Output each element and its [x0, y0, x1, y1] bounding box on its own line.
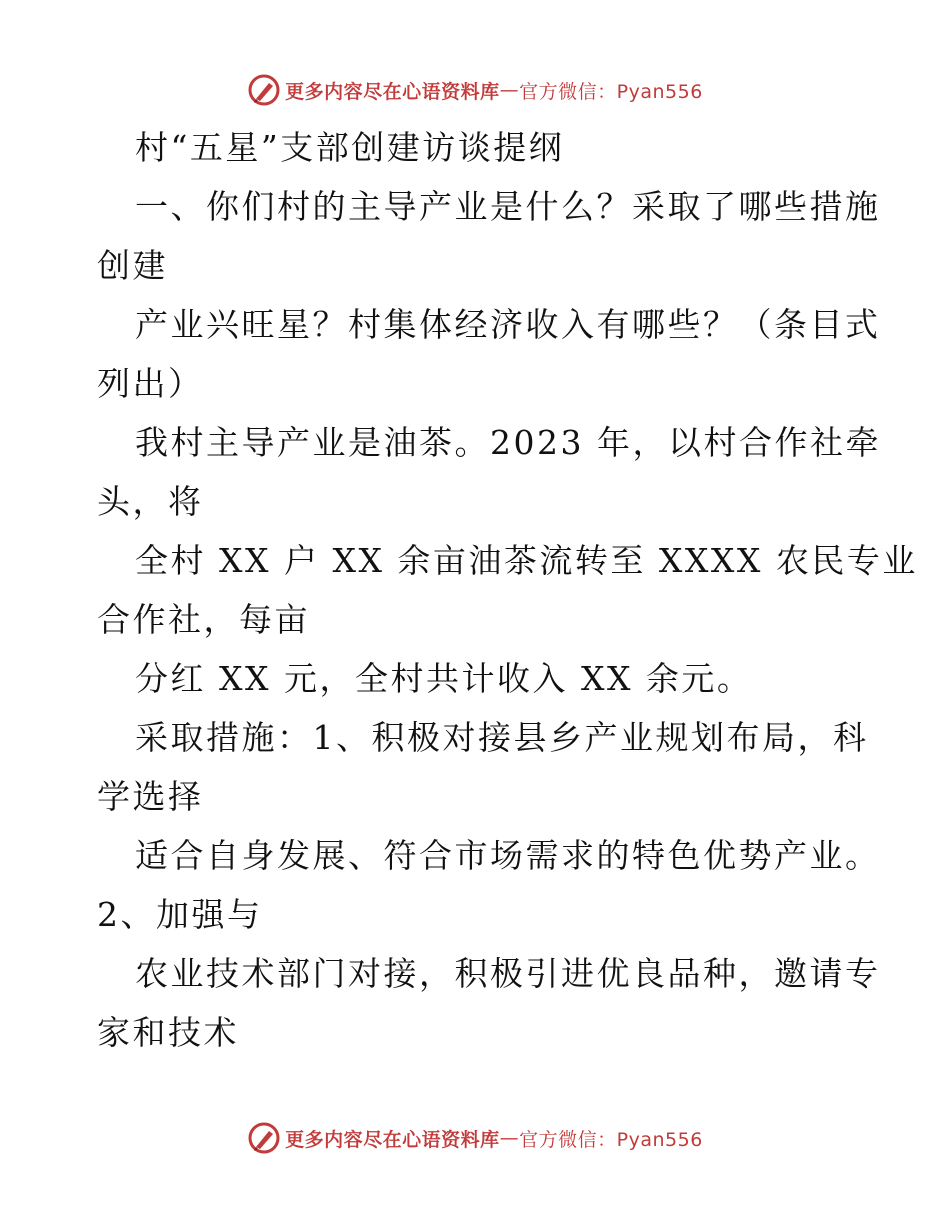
watermark-suffix: 官方微信：Pyan556 [519, 80, 703, 103]
doc-line: 我村主导产业是油茶。2023 年，以村合作社牵 [135, 423, 881, 462]
doc-line: 全村 XX 户 XX 余亩油茶流转至 XXXX 农民专业 [135, 541, 918, 580]
doc-line: 家和技术 [97, 1013, 239, 1052]
doc-line: 学选择 [97, 777, 204, 816]
watermark-suffix: 官方微信：Pyan556 [519, 1128, 703, 1151]
doc-line: 一、你们村的主导产业是什么？采取了哪些措施 [135, 187, 881, 226]
doc-line: 适合自身发展、符合市场需求的特色优势产业。 [135, 836, 881, 875]
doc-line: 产业兴旺星？村集体经济收入有哪些？（条目式 [135, 305, 881, 344]
doc-line: 创建 [97, 246, 168, 285]
watermark-brand: 更多内容尽在心语资料库 [285, 80, 500, 103]
doc-line: 列出） [97, 364, 204, 403]
doc-line: 分红 XX 元，全村共计收入 XX 余元。 [135, 659, 753, 698]
watermark-separator: — [499, 79, 520, 101]
doc-title: 村“五星”支部创建访谈提纲 [135, 128, 565, 167]
doc-line: 2、加强与 [97, 895, 263, 934]
doc-line: 采取措施：1、积极对接县乡产业规划布局，科 [135, 718, 869, 757]
pen-logo-icon [247, 73, 281, 107]
doc-line: 农业技术部门对接，积极引进优良品种，邀请专 [135, 954, 881, 993]
watermark-brand: 更多内容尽在心语资料库 [285, 1128, 500, 1151]
pen-logo-icon [247, 1121, 281, 1155]
watermark-separator: — [499, 1127, 520, 1149]
doc-line: 头，将 [97, 482, 204, 521]
document-body [97, 118, 918, 1062]
doc-line: 合作社，每亩 [97, 600, 310, 639]
header-watermark [0, 70, 950, 110]
footer-watermark [0, 1118, 950, 1158]
